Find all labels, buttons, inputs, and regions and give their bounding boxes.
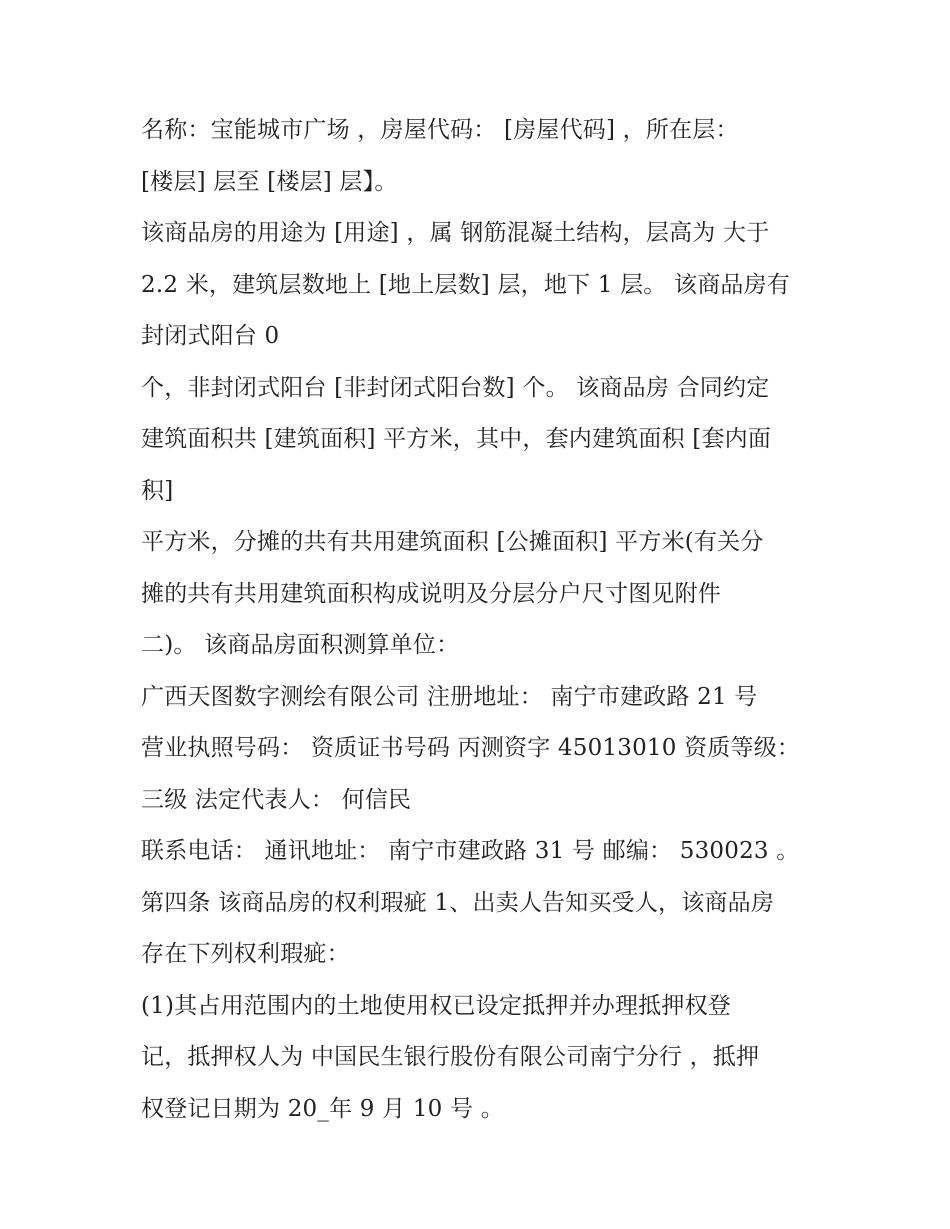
text-line: 第四条 该商品房的权利瑕疵 1、出卖人告知买受人，该商品房 — [141, 889, 775, 916]
text-line: 联系电话： 通讯地址： 南宁市建政路 31 号 邮编： 530023 。 — [141, 838, 800, 864]
text-line: [楼层] 层至 [楼层] 层】。 — [141, 168, 398, 195]
text-line: 摊的共有共用建筑面积构成说明及分层分户尺寸图见附件 — [141, 580, 721, 607]
text-line: 广西天图数字测绘有限公司 注册地址： 南宁市建政路 21 号 — [141, 683, 758, 710]
text-line: 平方米，分摊的共有共用建筑面积 [公摊面积] 平方米(有关分 — [141, 529, 764, 555]
text-line: 存在下列权利瑕疵： — [141, 941, 350, 967]
text-line: 名称：宝能城市广场 ，房屋代码： [房屋代码] ，所在层： — [141, 117, 739, 143]
text-line: (1)其占用范围内的土地使用权已设定抵押并办理抵押权登 — [141, 992, 731, 1019]
text-line: 营业执照号码： 资质证书号码 丙测资字 45013010 资质等级： — [141, 735, 801, 761]
text-line: 记，抵押权人为 中国民生银行股份有限公司南宁分行 ，抵押 — [141, 1044, 760, 1070]
text-line: 个，非封闭式阳台 [非封闭式阳台数] 个。 该商品房 合同约定 — [141, 374, 770, 401]
text-line: 三级 法定代表人： 何信民 — [141, 786, 412, 813]
text-line: 该商品房的用途为 [用途] ，属 钢筋混凝土结构，层高为 大于 — [141, 220, 770, 246]
text-line: 封闭式阳台 0 — [141, 323, 280, 349]
text-line: 建筑面积共 [建筑面积] 平方米，其中，套内建筑面积 [套内面 — [141, 426, 772, 452]
text-line: 权登记日期为 20_年 9 月 10 号 。 — [141, 1095, 504, 1122]
text-line: 二)。 该商品房面积测算单位： — [141, 632, 460, 658]
text-line: 积] — [141, 477, 174, 504]
document-body — [141, 110, 831, 1140]
text-line: 2.2 米，建筑层数地上 [地上层数] 层，地下 1 层。 该商品房有 — [141, 271, 791, 298]
